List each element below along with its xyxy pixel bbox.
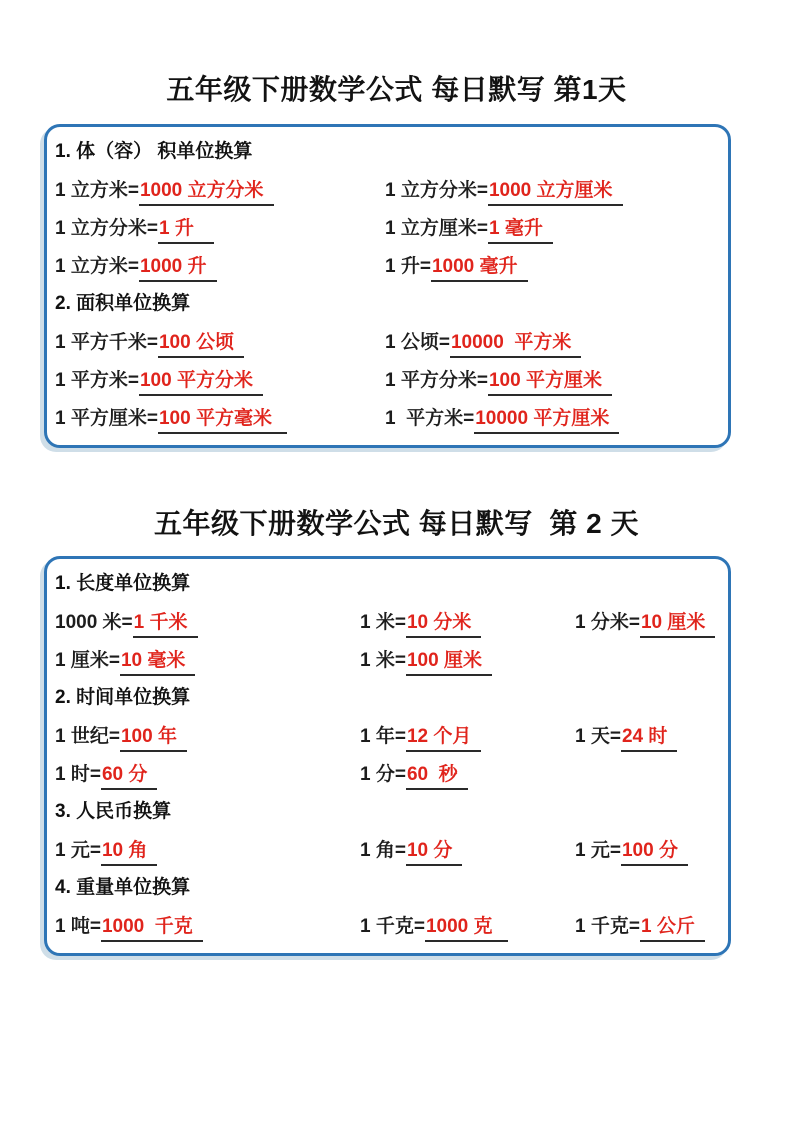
conversion-item (360, 607, 575, 638)
conversion-question: 1 千克 (360, 915, 414, 937)
equals-sign: = (438, 331, 450, 353)
conversion-question: 1 公顷 (385, 331, 439, 353)
conversion-question: 1 元 (55, 839, 90, 861)
section-heading: 2. 时间单位换算 (55, 687, 191, 708)
equals-sign: = (127, 255, 139, 277)
conversion-item (55, 365, 385, 396)
conversion-item (385, 213, 724, 244)
conversion-question: 1 分米 (575, 611, 629, 633)
equals-sign: = (121, 611, 133, 633)
conversion-question: 1 升 (385, 255, 420, 277)
conversion-item (385, 365, 724, 396)
worksheet-title-day2: 五年级下册数学公式 每日默写 第 2 天 (154, 508, 639, 539)
conversion-answer: 10000 平方米 (450, 331, 581, 358)
equals-sign: = (628, 915, 640, 937)
worksheet-title-day1: 五年级下册数学公式 每日默写 第1天 (166, 74, 627, 105)
conversion-item (385, 327, 724, 358)
conversion-answer: 10 角 (101, 839, 157, 866)
equals-sign: = (419, 255, 431, 277)
section-heading: 1. 长度单位换算 (55, 573, 191, 594)
conversion-answer: 12 个月 (406, 725, 481, 752)
conversion-answer: 10 分米 (406, 611, 481, 638)
equals-sign: = (146, 331, 158, 353)
conversion-question: 1 年 (360, 725, 395, 747)
conversion-answer: 60 秒 (406, 763, 468, 790)
conversion-answer: 1000 千克 (101, 915, 203, 942)
conversion-question: 1 厘米 (55, 649, 109, 671)
conversion-question: 1 分 (360, 763, 395, 785)
formula-row (55, 755, 724, 793)
conversion-answer: 100 平方毫米 (158, 407, 287, 434)
conversion-question: 1 平方米 (55, 369, 128, 391)
conversion-question: 1 立方分米 (385, 179, 477, 201)
equals-sign: = (108, 649, 120, 671)
formula-row (55, 209, 724, 247)
conversion-item (360, 645, 575, 676)
formula-row (55, 247, 724, 285)
formula-row (55, 361, 724, 399)
formula-card-day2 (44, 556, 731, 956)
equals-sign: = (127, 369, 139, 391)
conversion-item (575, 721, 724, 752)
conversion-answer: 1 千米 (133, 611, 198, 638)
conversion-question: 1 平方分米 (385, 369, 477, 391)
equals-sign: = (476, 179, 488, 201)
formula-row (55, 399, 724, 437)
equals-sign: = (476, 369, 488, 391)
conversion-item (55, 251, 385, 282)
conversion-answer: 1000 立方厘米 (488, 179, 623, 206)
conversion-item (385, 175, 724, 206)
conversion-answer: 10 分 (406, 839, 462, 866)
conversion-question: 1 米 (360, 611, 395, 633)
conversion-item (55, 721, 360, 752)
equals-sign: = (476, 217, 488, 239)
conversion-question: 1 元 (575, 839, 610, 861)
conversion-question: 1000 米 (55, 611, 122, 633)
conversion-question: 1 世纪 (55, 725, 109, 747)
conversion-question: 1 吨 (55, 915, 90, 937)
equals-sign: = (609, 725, 621, 747)
conversion-question: 1 米 (360, 649, 395, 671)
conversion-item (360, 911, 575, 942)
conversion-item (55, 835, 360, 866)
formula-row (55, 831, 724, 869)
formula-row (55, 603, 724, 641)
conversion-answer: 100 公顷 (158, 331, 244, 358)
conversion-question: 1 立方分米 (55, 217, 147, 239)
conversion-answer: 60 分 (101, 763, 157, 790)
conversion-question: 1 天 (575, 725, 610, 747)
conversion-item (360, 721, 575, 752)
section-heading: 4. 重量单位换算 (55, 877, 191, 898)
equals-sign: = (394, 611, 406, 633)
equals-sign: = (413, 915, 425, 937)
equals-sign: = (89, 839, 101, 861)
equals-sign: = (628, 611, 640, 633)
conversion-answer: 1000 立方分米 (139, 179, 274, 206)
equals-sign: = (394, 649, 406, 671)
conversion-item (55, 645, 360, 676)
conversion-answer: 1 毫升 (488, 217, 553, 244)
conversion-answer: 10 厘米 (640, 611, 715, 638)
conversion-answer: 10 毫米 (120, 649, 195, 676)
conversion-answer: 100 年 (120, 725, 187, 752)
conversion-item (360, 835, 575, 866)
equals-sign: = (89, 915, 101, 937)
formula-card-day1 (44, 124, 731, 448)
conversion-item (55, 607, 360, 638)
equals-sign: = (463, 407, 475, 429)
formula-row (55, 171, 724, 209)
section-heading: 1. 体（容） 积单位换算 (55, 141, 253, 162)
conversion-question: 1 平方千米 (55, 331, 147, 353)
conversion-question: 1 千克 (575, 915, 629, 937)
conversion-answer: 100 分 (621, 839, 688, 866)
conversion-question: 1 时 (55, 763, 90, 785)
conversion-answer: 24 时 (621, 725, 677, 752)
conversion-item (55, 327, 385, 358)
conversion-answer: 1000 毫升 (431, 255, 528, 282)
section-heading: 3. 人民币换算 (55, 801, 172, 822)
formula-row (55, 717, 724, 755)
equals-sign: = (146, 217, 158, 239)
equals-sign: = (127, 179, 139, 201)
conversion-question: 1 立方米 (55, 179, 128, 201)
equals-sign: = (609, 839, 621, 861)
equals-sign: = (394, 839, 406, 861)
conversion-answer: 1 公斤 (640, 915, 705, 942)
conversion-item (55, 213, 385, 244)
formula-row (55, 641, 724, 679)
conversion-answer: 1 升 (158, 217, 214, 244)
equals-sign: = (89, 763, 101, 785)
equals-sign: = (108, 725, 120, 747)
conversion-item (55, 759, 360, 790)
formula-row (55, 323, 724, 361)
conversion-answer: 100 厘米 (406, 649, 492, 676)
conversion-question: 1 平方米 (385, 407, 464, 429)
formula-row (55, 907, 724, 945)
conversion-question: 1 平方厘米 (55, 407, 147, 429)
conversion-answer: 1000 克 (425, 915, 508, 942)
conversion-item (55, 911, 360, 942)
conversion-item (55, 175, 385, 206)
equals-sign: = (146, 407, 158, 429)
conversion-answer: 1000 升 (139, 255, 217, 282)
conversion-item (575, 911, 724, 942)
conversion-answer: 10000 平方厘米 (474, 407, 619, 434)
conversion-item (385, 403, 724, 434)
equals-sign: = (394, 725, 406, 747)
conversion-question: 1 立方米 (55, 255, 128, 277)
conversion-item (575, 607, 724, 638)
equals-sign: = (394, 763, 406, 785)
section-heading: 2. 面积单位换算 (55, 293, 191, 314)
conversion-item (575, 835, 724, 866)
conversion-question: 1 角 (360, 839, 395, 861)
conversion-answer: 100 平方厘米 (488, 369, 612, 396)
conversion-item (385, 251, 724, 282)
conversion-item (360, 759, 575, 790)
conversion-question: 1 立方厘米 (385, 217, 477, 239)
conversion-item (55, 403, 385, 434)
conversion-answer: 100 平方分米 (139, 369, 263, 396)
